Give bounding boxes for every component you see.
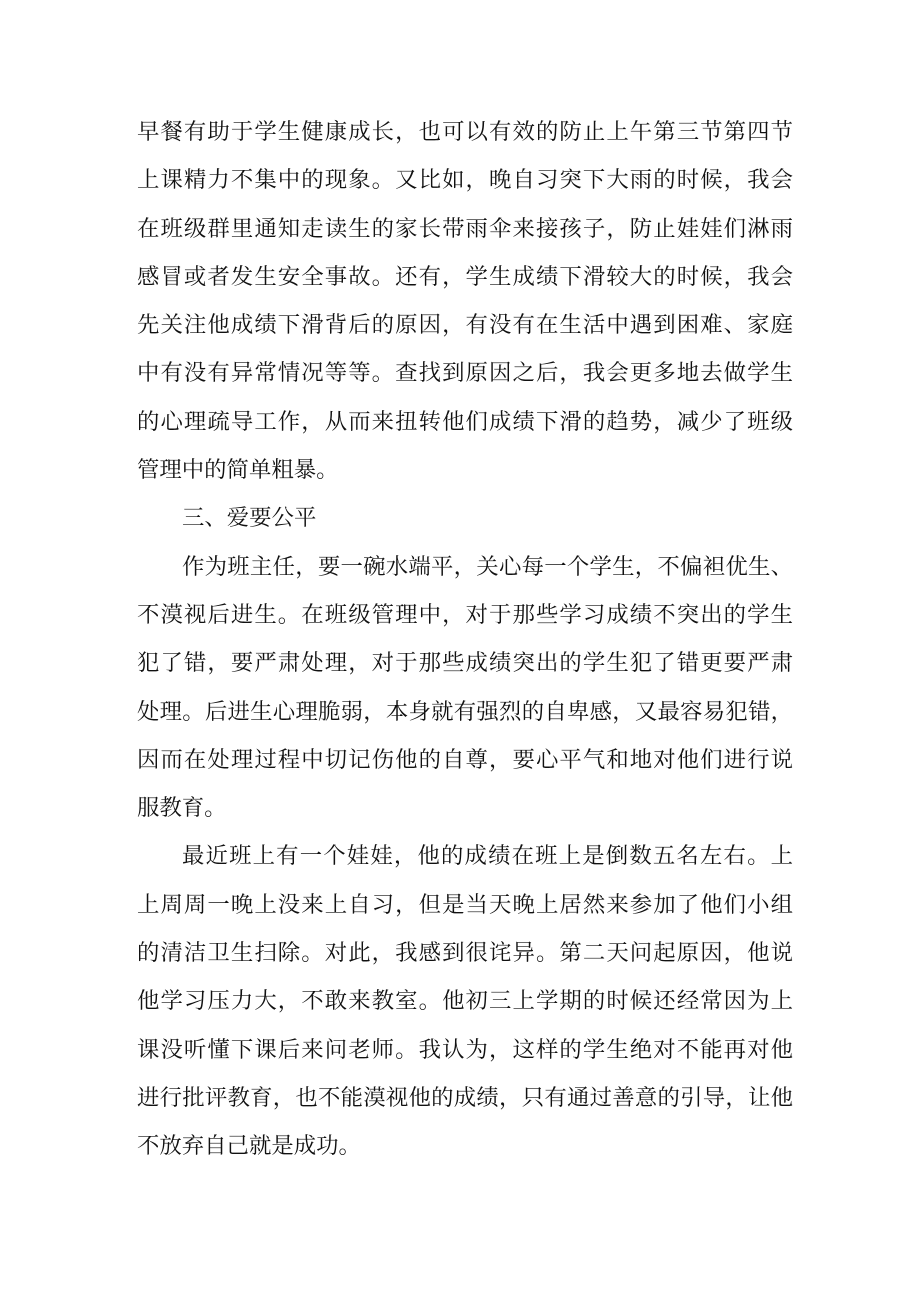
text-line: 作为班主任，要一碗水端平，关心每一个学生，不偏袒优生、 xyxy=(182,553,793,580)
document-body xyxy=(137,108,793,1171)
text-line: 中有没有异常情况等等。查找到原因之后，我会更多地去做学生 xyxy=(137,360,793,387)
text-line: 犯了错，要严肃处理，对于那些成绩突出的学生犯了错更要严肃 xyxy=(137,650,793,677)
text-line: 服教育。 xyxy=(137,795,227,822)
paragraph-1 xyxy=(137,108,793,494)
paragraph-2 xyxy=(137,543,793,833)
text-line: 因而在处理过程中切记伤他的自尊，要心平气和地对他们进行说 xyxy=(137,746,793,773)
text-line: 处理。后进生心理脆弱，本身就有强烈的自卑感，又最容易犯错， xyxy=(137,698,793,725)
text-line: 在班级群里通知走读生的家长带雨伞来接孩子，防止娃娃们淋雨 xyxy=(137,215,793,242)
text-line: 课没听懂下课后来问老师。我认为，这样的学生绝对不能再对他 xyxy=(137,1036,793,1063)
text-line: 不漠视后进生。在班级管理中，对于那些学习成绩不突出的学生 xyxy=(137,601,793,628)
text-line: 管理中的简单粗暴。 xyxy=(137,457,339,484)
section-heading: 三、爱要公平 xyxy=(182,505,317,532)
text-line: 感冒或者发生安全事故。还有，学生成绩下滑较大的时候，我会 xyxy=(137,263,793,290)
paragraph-3 xyxy=(137,832,793,1170)
text-line: 上周周一晚上没来上自习，但是当天晚上居然来参加了他们小组 xyxy=(137,891,793,918)
text-line: 不放弃自己就是成功。 xyxy=(137,1133,361,1160)
text-line: 的清洁卫生扫除。对此，我感到很诧异。第二天问起原因，他说 xyxy=(137,940,793,967)
text-line: 早餐有助于学生健康成长，也可以有效的防止上午第三节第四节 xyxy=(137,119,793,145)
text-line: 最近班上有一个娃娃，他的成绩在班上是倒数五名左右。上 xyxy=(182,843,793,870)
text-line: 先关注他成绩下滑背后的原因，有没有在生活中遇到困难、家庭 xyxy=(137,312,793,339)
text-line: 他学习压力大，不敢来教室。他初三上学期的时候还经常因为上 xyxy=(137,988,793,1015)
text-line: 的心理疏导工作，从而来扭转他们成绩下滑的趋势，减少了班级 xyxy=(137,408,793,435)
text-line: 上课精力不集中的现象。又比如，晚自习突下大雨的时候，我会 xyxy=(137,167,793,194)
text-line: 进行批评教育，也不能漠视他的成绩，只有通过善意的引导，让他 xyxy=(137,1084,793,1111)
